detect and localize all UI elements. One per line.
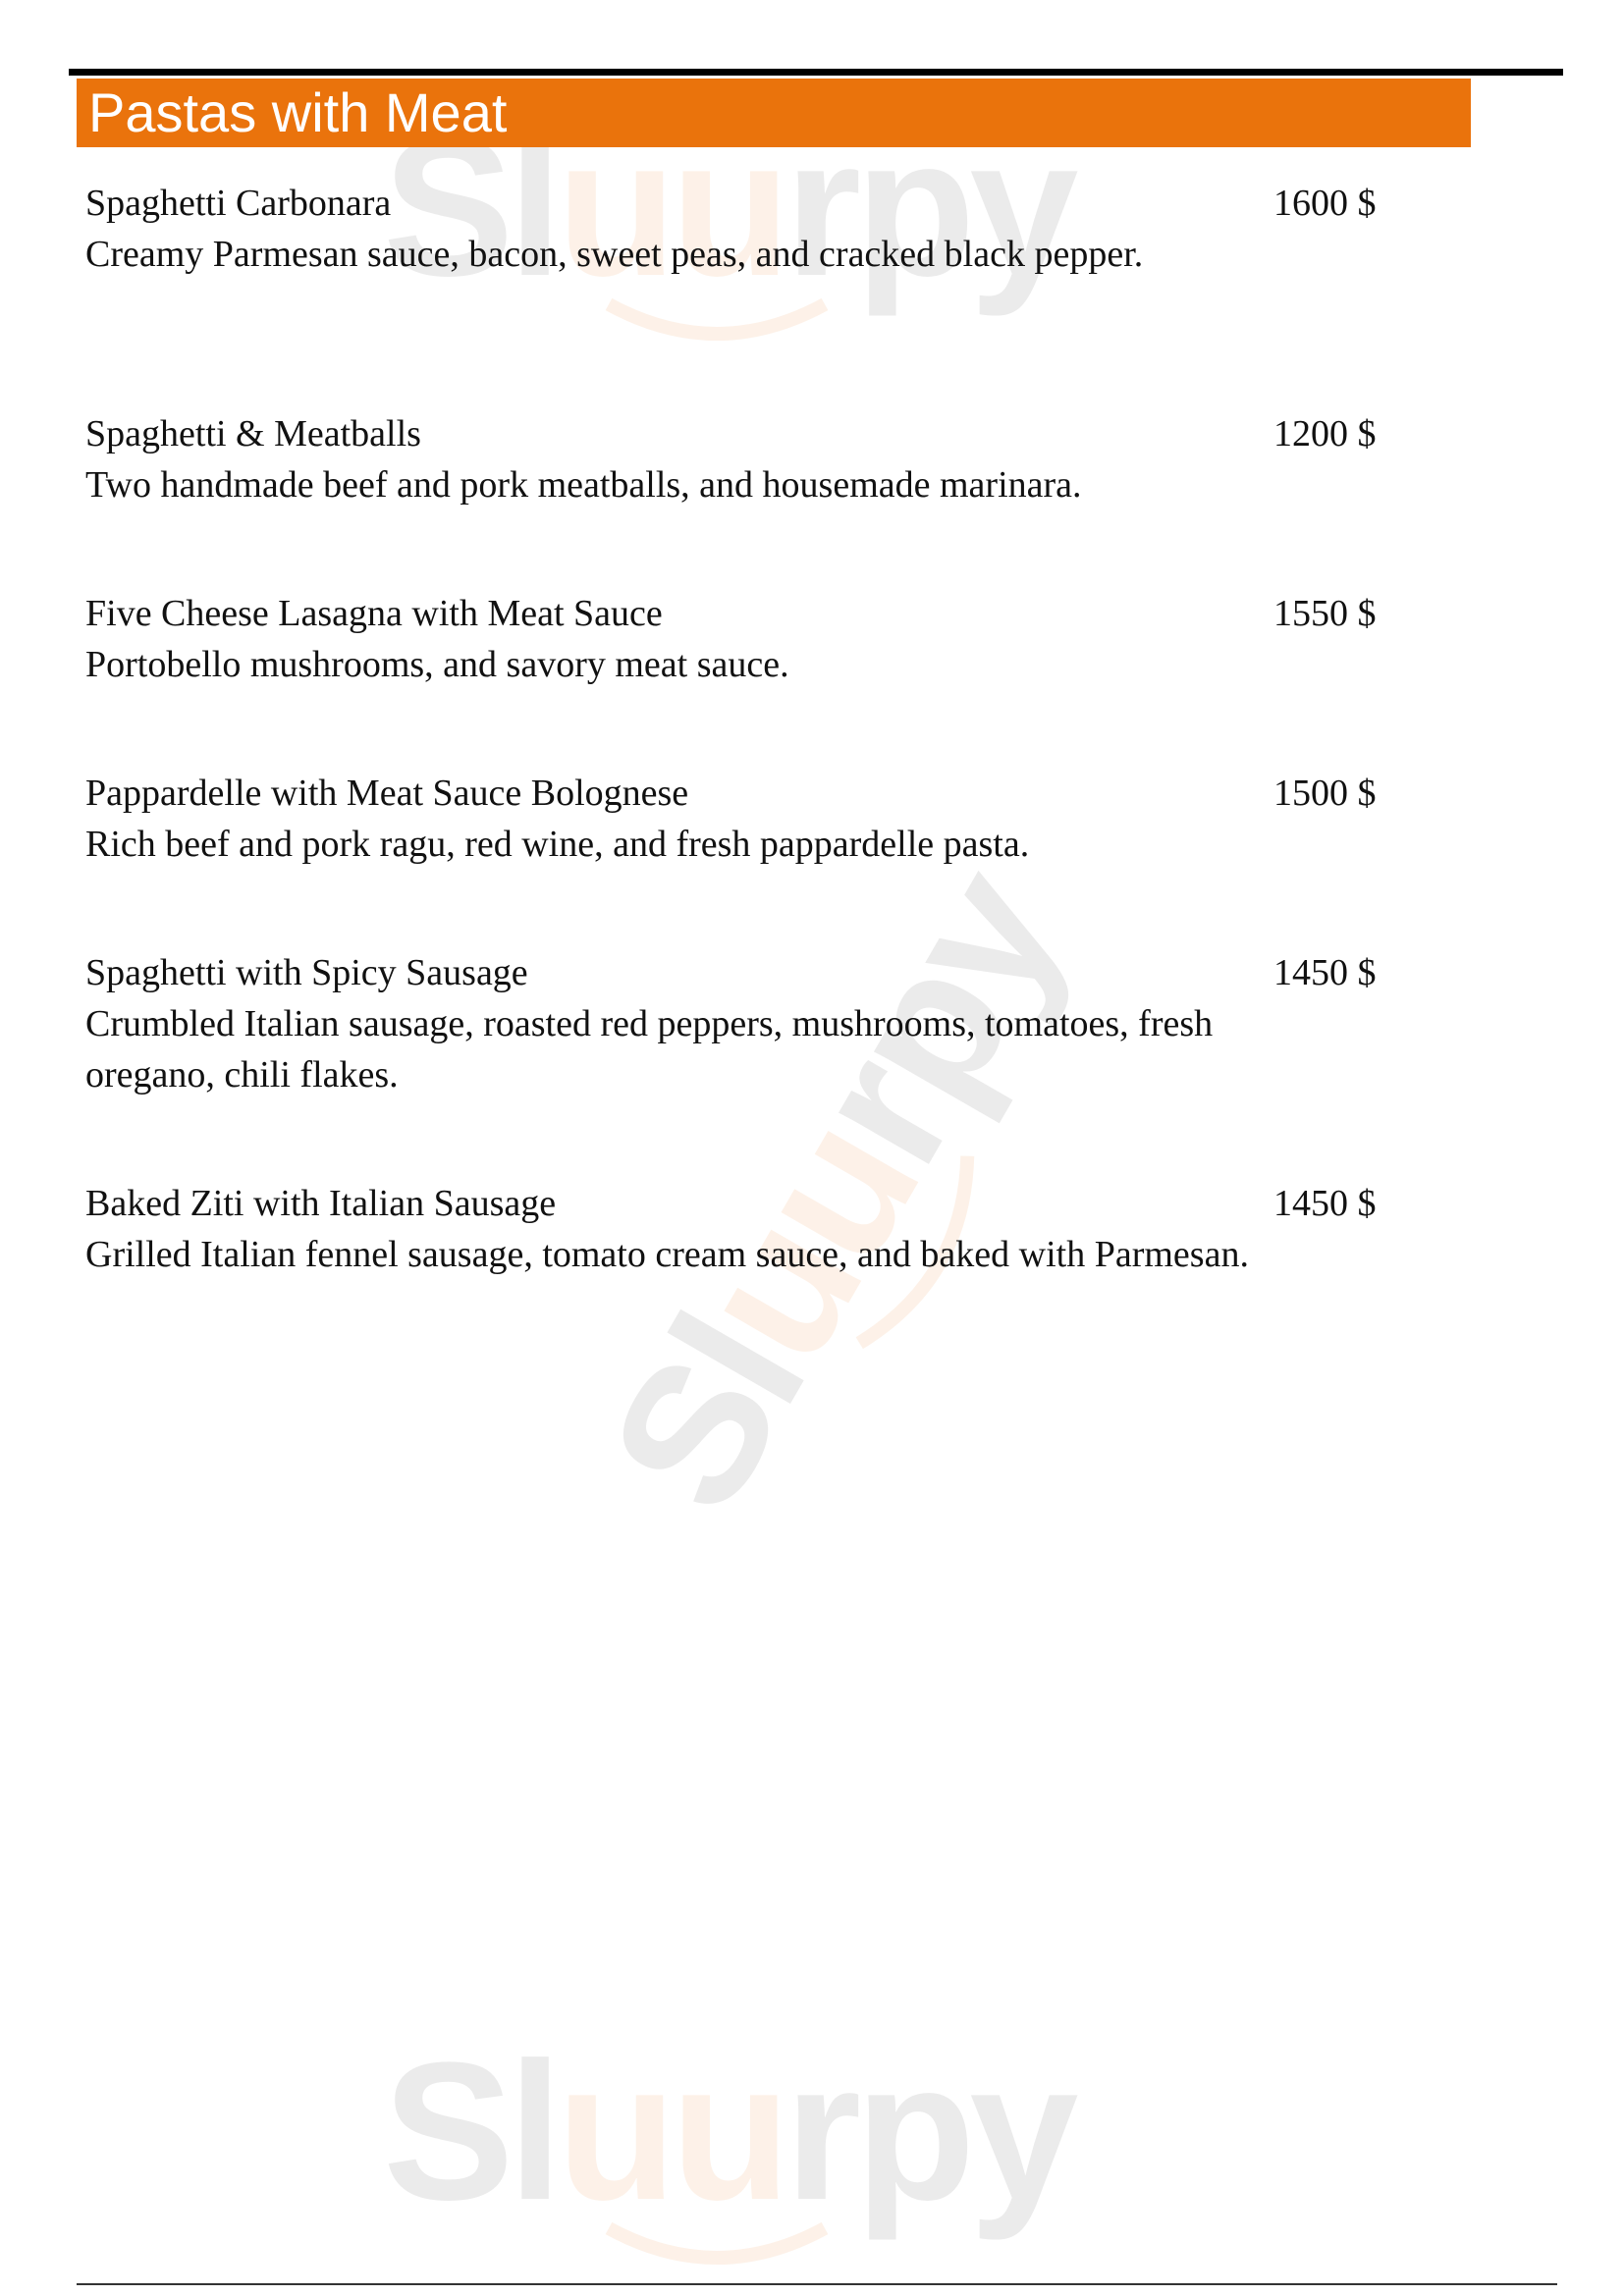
menu-item-name: Five Cheese Lasagna with Meat Sauce bbox=[85, 593, 663, 634]
menu-item bbox=[85, 408, 1401, 510]
menu-item-price: 1450 $ bbox=[1273, 1183, 1377, 1224]
section-title: Pastas with Meat bbox=[88, 81, 508, 143]
menu-item bbox=[85, 1178, 1401, 1280]
menu-item bbox=[85, 768, 1401, 870]
menu-item-price: 1200 $ bbox=[1273, 413, 1377, 454]
svg-text:Sluurpy: Sluurpy bbox=[383, 2022, 1073, 2241]
menu-item-name: Baked Ziti with Italian Sausage bbox=[85, 1183, 557, 1224]
menu-item-name: Spaghetti Carbonara bbox=[85, 183, 392, 224]
menu-item-price: 1550 $ bbox=[1273, 593, 1377, 634]
menu-item-description: Grilled Italian fennel sausage, tomato cream sauce, and baked with Parmesan. bbox=[85, 1234, 1249, 1275]
menu-item bbox=[85, 178, 1401, 280]
menu-item bbox=[85, 588, 1401, 690]
menu-item-description: Portobello mushrooms, and savory meat sauce. bbox=[85, 644, 789, 685]
menu-item-name: Pappardelle with Meat Sauce Bolognese bbox=[85, 773, 689, 814]
menu-item-price: 1500 $ bbox=[1273, 773, 1377, 814]
menu-item-description: Crumbled Italian sausage, roasted red peppers, mushrooms, tomatoes, fresh oregano, chili flakes. bbox=[85, 1003, 1214, 1095]
menu-item bbox=[85, 947, 1401, 1100]
watermark-logo-bottom bbox=[363, 1963, 1247, 2277]
bottom-divider bbox=[77, 2283, 1557, 2285]
svg-text:Sluurpy: Sluurpy bbox=[383, 98, 1073, 317]
svg-text:Sluurpy: Sluurpy bbox=[568, 837, 1103, 1545]
menu-item-description: Rich beef and pork ragu, red wine, and fresh pappardelle pasta. bbox=[85, 824, 1030, 865]
menu-item-name: Spaghetti with Spicy Sausage bbox=[85, 952, 528, 993]
menu-item-price: 1450 $ bbox=[1273, 952, 1377, 993]
menu-item-description: Creamy Parmesan sauce, bacon, sweet peas, and cracked black pepper. bbox=[85, 234, 1144, 275]
top-divider bbox=[69, 69, 1563, 76]
section-header bbox=[77, 79, 1471, 147]
menu-item-description: Two handmade beef and pork meatballs, and housemade marinara. bbox=[85, 464, 1082, 506]
menu-item-name: Spaghetti & Meatballs bbox=[85, 413, 421, 454]
menu-item-price: 1600 $ bbox=[1273, 183, 1377, 224]
